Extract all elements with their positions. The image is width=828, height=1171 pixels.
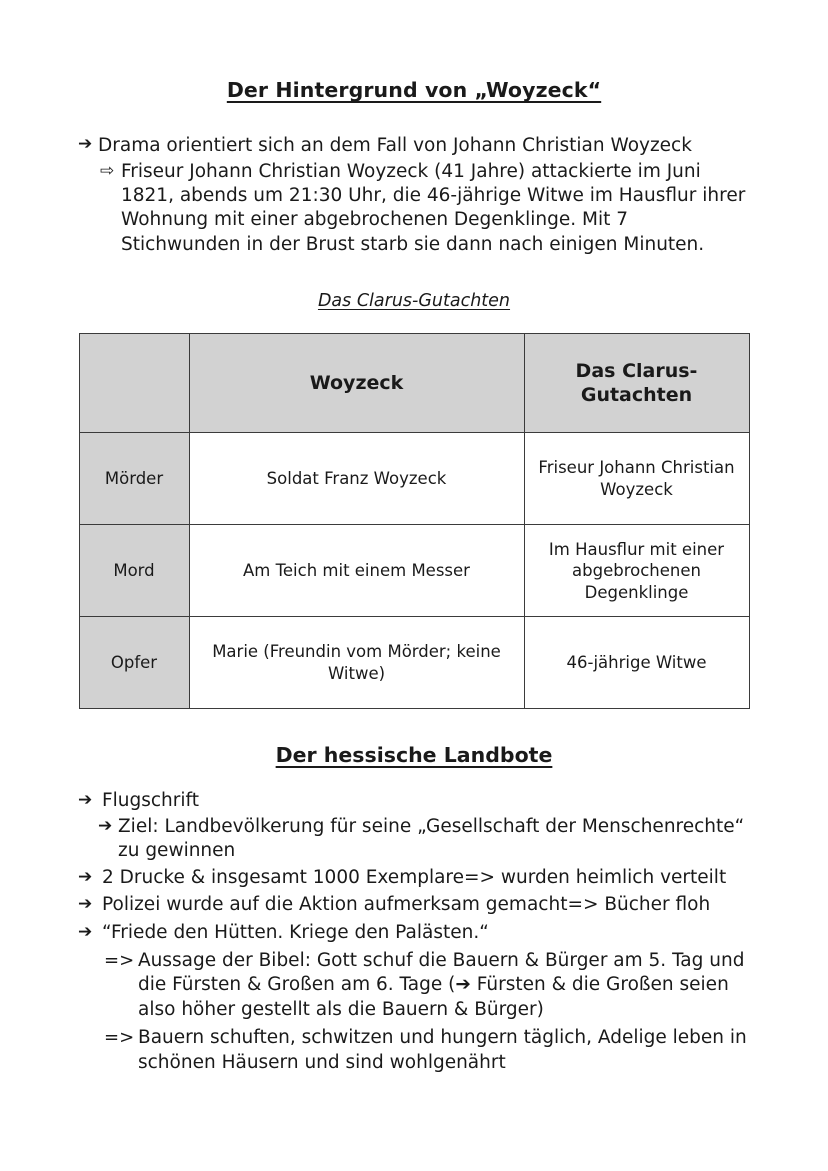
arrow-icon: ➔ [78,134,93,154]
page-title: Der Hintergrund von „Woyzeck“ [226,78,602,102]
table-row-label: Opfer [79,617,189,709]
table-cell-clarus: Im Hausflur mit einer abgebrochenen Degenklinge [524,525,749,617]
list-item [104,1026,750,1075]
list-item [98,815,750,863]
list-item [78,893,750,917]
table-row [79,617,749,709]
list-item-text: Aussage der Bibel: Gott schuf die Bauern & Bürger am 5. Tag und die Fürsten & Großen am 6. Tage (➔ Fürsten & die Großen seien also höher gestellt als die Bauern & Bürger) [138,949,745,1020]
list-item [104,949,750,1023]
table-cell-clarus: Friseur Johann Christian Woyzeck [524,433,749,525]
list-item-text: “Friede den Hütten. Kriege den Palästen.“ [102,921,489,943]
table-cell-woyzeck: Marie (Freundin vom Mörder; keine Witwe) [189,617,524,709]
table-corner-cell [79,334,189,433]
list-item-text: Flugschrift [102,790,199,812]
list-item-text: Ziel: Landbevölkerung für seine „Gesellschaft der Menschenrechte“ zu gewinnen [118,816,745,862]
arrow-icon: ➔ [98,816,113,837]
arrow-icon: ➔ [78,894,93,915]
table-header-clarus: Das Clarus-Gutachten [524,334,749,433]
intro-bullet-level1-text: Drama orientiert sich an dem Fall von Johann Christian Woyzeck [98,135,692,156]
arrow-icon: ➔ [78,867,93,888]
list-item [78,921,750,945]
table-row-label: Mord [79,525,189,617]
table-header-woyzeck: Woyzeck [189,334,524,433]
landbote-bullet-list [78,789,750,1075]
table-cell-woyzeck: Soldat Franz Woyzeck [189,433,524,525]
clarus-comparison-table [79,333,750,709]
table-caption: Das Clarus-Gutachten [317,291,511,312]
intro-bullet-level1 [78,134,750,158]
intro-bullet-level2-text: Friseur Johann Christian Woyzeck (41 Jahre) attackierte im Juni 1821, abends um 21:30 Uhr, die 46-jährige Witwe im Hausflur ihrer Wohnung mit einer abgebrochenen Degenklinge. Mit 7 Stichwunden in der Brust starb sie dann nach einigen Minuten. [121,160,746,255]
list-item-text: 2 Drucke & insgesamt 1000 Exemplare=> wurden heimlich verteilt [102,867,727,889]
table-cell-clarus: 46-jährige Witwe [524,617,749,709]
arrow-icon: ➔ [78,790,93,811]
double-arrow-icon: ⇨ [100,160,115,181]
table-row [79,525,749,617]
implies-icon: => [104,1027,135,1049]
list-item-text: Bauern schuften, schwitzen und hungern täglich, Adelige leben in schönen Häusern und sind wohlgenährt [138,1027,747,1073]
table-row [79,433,749,525]
intro-bullet-level2 [100,160,750,258]
table-row-label: Mörder [79,433,189,525]
arrow-icon: ➔ [78,921,93,942]
table-cell-woyzeck: Am Teich mit einem Messer [189,525,524,617]
section-title-landbote: Der hessische Landbote [275,743,553,768]
list-item [78,789,750,813]
list-item-text: Polizei wurde auf die Aktion aufmerksam gemacht=> Bücher floh [102,894,711,916]
intro-block [78,134,750,257]
list-item [78,866,750,890]
implies-icon: => [104,949,135,971]
